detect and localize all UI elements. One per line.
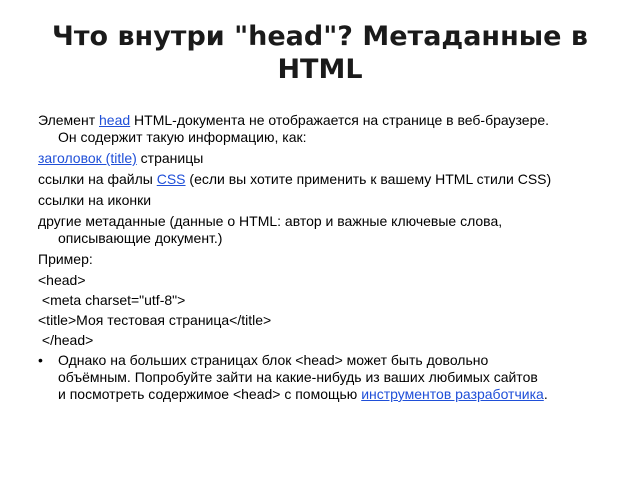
metadata-line-1: другие метаданные (данные о HTML: автор и важные ключевые слова,: [38, 213, 503, 229]
item-title: [38, 150, 613, 167]
intro-line-1: [38, 112, 613, 129]
intro-line-2: Он содержит такую информацию, как:: [58, 129, 307, 145]
slide-title: Что внутри "head"? Метаданные в HTML: [52, 21, 588, 85]
intro-suffix: HTML-документа не отображается на странице в веб-браузере.: [130, 112, 550, 128]
bullet-line-1: Однако на больших страницах блок <head> может быть довольно: [58, 352, 489, 368]
bullet-line-3: [58, 386, 613, 403]
devtools-link[interactable]: инструментов разработчика: [361, 386, 544, 402]
css-prefix: ссылки на файлы: [38, 171, 157, 187]
bullet-note: [38, 352, 613, 403]
item-metadata: [38, 213, 613, 247]
title-link[interactable]: заголовок (title): [38, 150, 137, 166]
css-suffix: (если вы хотите применить к вашему HTML стили CSS): [185, 171, 552, 187]
metadata-line-2: описывающие документ.): [58, 230, 223, 246]
example-line-meta: <meta charset="utf-8">: [38, 292, 186, 308]
intro-prefix: Элемент: [38, 112, 99, 128]
bullet-line-2: объёмным. Попробуйте зайти на какие-нибудь из ваших любимых сайтов: [58, 369, 538, 385]
intro-paragraph: [38, 112, 613, 146]
bullet-line-3-suffix: .: [543, 386, 548, 402]
example-label: Пример:: [38, 251, 93, 267]
item-icons: ссылки на иконки: [38, 192, 152, 208]
title-suffix: страницы: [136, 150, 204, 166]
bullet-icon: •: [38, 352, 43, 368]
example-line-head-open: <head>: [38, 272, 86, 288]
css-link[interactable]: CSS: [156, 171, 186, 187]
example-line-head-close: </head>: [38, 332, 94, 348]
bullet-line-3-prefix: и посмотреть содержимое <head> с помощью: [58, 386, 362, 402]
example-line-title: <title>Моя тестовая страница</title>: [38, 312, 272, 328]
item-css: [38, 171, 613, 188]
slide-content: [38, 112, 613, 403]
head-link[interactable]: head: [99, 112, 131, 128]
